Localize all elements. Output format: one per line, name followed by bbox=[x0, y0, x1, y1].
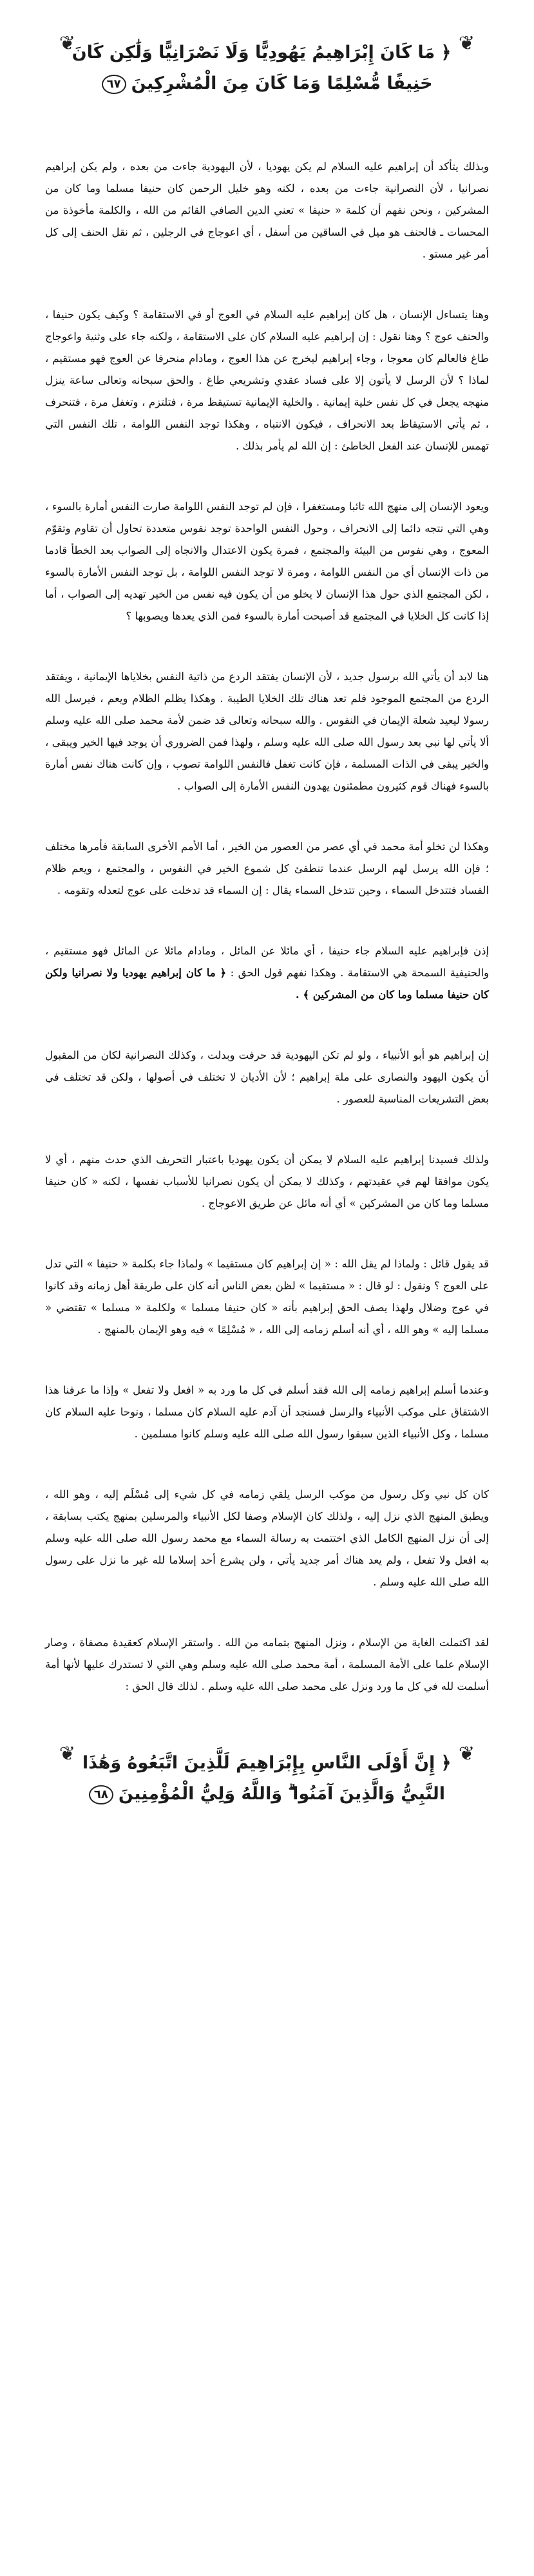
paragraph: قد يقول قائل : ولماذا لم يقل الله : « إن إبراهيم كان مستقيما » ولماذا جاء بكلمة « حنيفا » التي تدل على العوج ؟ ونقول : لو قال : « مستقيما » لظن بعض الناس أنه كان على طريقة أهل زمانه وقد كانوا في عوج وضلال ولهذا يصف الحق إبراهيم بأنه « كان حنيفا مسلما » ولكلمة « مسلما » تقتضي « مسلما إليه » وهو الله ، أي أنه أسلم زمامه إلى الله ، « مُسْلِمًا » فيه وهو الإيمان بالمنهج . bbox=[45, 1258, 489, 1336]
top-verse-line-2 bbox=[83, 68, 452, 99]
paragraph: إن إبراهيم هو أبو الأنبياء ، ولو لم تكن اليهودية قد حرفت وبدلت ، وكذلك النصرانية لكان من المقبول أن يكون اليهود والنصارى على ملة إبراهيم ؛ لأن الأديان لا تختلف في أصولها ، ولكن قد تختلف في بعض التشريعات المناسبة للعصور . bbox=[45, 1049, 489, 1105]
paragraph: هنا لابد أن يأتي الله برسول جديد ، لأن الإنسان يفتقد الردع من ذاتية النفس بخلاياها الإيمانية ، ويفتقد الردع من المجتمع الموجود فلم تعد هناك تلك الخلايا الطيبة . وهكذا يظلم الظلام ويعم ، فيرسل الله رسولا ليعيد شعلة الإيمان في النفوس . والله سبحانه وتعالى قد ضمن لأمة محمد صلى الله عليه وسلم ألا يأتي لها نبي بعد رسول الله صلى الله عليه وسلم ، ولهذا فمن الضروري أن يوجد فيها الخير ويبقى ، والخير يبقى في الذات المسلمة ، فإن كانت تغفل فالنفس اللوامة تصوب ، وإن كانت هناك نفس أمارة بالسوء فهناك قوم كثيرون مطمئنون يهدون النفس الأمارة إلى الصواب . bbox=[45, 670, 489, 792]
paragraph: لقد اكتملت الغاية من الإسلام ، ونزل المنهج بتمامه من الله . واستقر الإسلام كعقيدة مصفاة ، وصار الإسلام علما على الأمة المسلمة ، أمة محمد صلى الله عليه وسلم وهي التي لا تستدرك عليها لأنها أمة أسلمت لله في كل ما ورد ونزل على محمد صلى الله عليه وسلم . لذلك قال الحق : bbox=[45, 1636, 489, 1692]
ornament-right-icon: ❦ bbox=[458, 32, 475, 55]
top-verse-line-1: ﴿ مَا كَانَ إِبْرَاهِيمُ يَهُودِيًّا وَلَا نَصْرَانِيًّا وَلَٰكِن كَانَ bbox=[72, 43, 452, 62]
paragraph: ولذلك فسيدنا إبراهيم عليه السلام لا يمكن أن يكون يهوديا باعتبار التحريف الذي حدث منهم ، أي لا يكون موافقا لهم في عقيدتهم ، وكذلك لا يمكن أن يكون نصرانيا للأسباب نفسها ، لكنه « كان حنيفا مسلما وما كان من المشركين » أي أنه مائل عن طريق الاعوجاج . bbox=[45, 1153, 489, 1209]
paragraph: وعندما أسلم إبراهيم زمامه إلى الله فقد أسلم في كل ما ورد به « افعل ولا تفعل » وإذا ما عرفنا هذا الاشتقاق على موكب الأنبياء والرسل فسنجد أن آدم عليه السلام كان مسلما ، ونوحا عليه السلام كان مسلما ، وكل الأنبياء الذين سبقوا رسول الله صلى الله عليه وسلم كانوا مسلمين . bbox=[45, 1384, 489, 1440]
top-verse-line-2-text: حَنِيفًا مُّسْلِمًا وَمَا كَانَ مِنَ الْمُشْرِكِينَ bbox=[131, 73, 433, 93]
paragraph: كان كل نبي وكل رسول من موكب الرسل يلقي زمامه في كل شيء إلى مُسْلَم إليه ، وهو الله ، ويطبق المنهج الذي نزل إليه ، ولذلك كان الإسلام وصفا لكل الأنبياء والمرسلين بمنهج يكتب بسابقة ، إلى أن نزل المنهج الكامل الذي اختتمت به رسالة السماء مع محمد رسول الله صلى الله عليه وسلم به افعل ولا تفعل ، ولم يعد هناك أمر جديد يأتي ، ولن يشرع أحد إسلاما لله غير ما نزل على رسول الله صلى الله عليه وسلم . bbox=[45, 1488, 489, 1588]
bottom-verse-number: ٦٨ bbox=[89, 1785, 113, 1804]
bottom-verse-banner bbox=[55, 1736, 480, 1821]
paragraph: ويعود الإنسان إلى منهج الله تائبا ومستغفرا ، فإن لم توجد النفس اللوامة صارت النفس أمارة بالسوء ، وهي التي تتجه دائما إلى الانحراف ، وحول النفس الواحدة توجد نفوس متعددة تحاول أن تقاوم وتقوّم المعوج ، وهي نفوس من البيئة والمجتمع ، فمرة يكون الاعتدال والانجاه إلى الصواب بعد الخطأ قادما من ذات الإنسان أي من النفس اللوامة ، ومرة لا توجد النفس اللوامة ، بل توجد النفس الأمارة بالسوء ، لكن المجتمع الذي حول هذا الإنسان لا يخلو من أن يكون فيه نفس من الخير تهديه إلى الصواب ، أما إذا كانت كل الخلايا في المجتمع قد أصبحت أمارة بالسوء فمن الذي يعدها ويصوبها ؟ bbox=[45, 500, 489, 622]
ornament-left-icon: ❦ bbox=[59, 1743, 76, 1765]
top-verse-number: ٦٧ bbox=[102, 75, 126, 94]
ornament-right-icon: ❦ bbox=[458, 1743, 475, 1765]
quoted-verse: ﴿ ما كان إبراهيم يهوديا ولا نصرانيا ولكن كان حنيفا مسلما وما كان من المشركين ﴾ . bbox=[45, 967, 489, 1001]
paragraph-with-quote bbox=[45, 940, 489, 1006]
paragraph: وبذلك يتأكد أن إبراهيم عليه السلام لم يكن يهوديا ، لأن اليهودية جاءت من بعده ، ولم يكن إبراهيم نصرانيا ، لأن النصرانية جاءت من بعده ، لكنه وهو خليل الرحمن كان حنيفا مسلما وما كان من المشركين ، ونحن نفهم أن كلمة « حنيفا » تعني الدين الصافي القائم من الله ، والكلمة مأخوذة من المحسات ـ فالحنف هو ميل في الساقين من أسفل ، أي اعوجاج في الرجلين ، ثم نقل الحنف إلى كل أمر غير مستو . bbox=[45, 160, 489, 260]
commentary-body bbox=[45, 156, 489, 1698]
top-verse-banner bbox=[55, 26, 480, 111]
bottom-verse-line-2-text: النَّبِيُّ وَالَّذِينَ آمَنُوا ۗ وَاللَّهُ وَلِيُّ الْمُؤْمِنِينَ bbox=[118, 1784, 446, 1804]
paragraph: وهكذا لن تخلو أمة محمد في أي عصر من العصور من الخير ، أما الأمم الأخرى السابقة فأمرها مختلف ؛ فإن الله يرسل لهم الرسل عندما تنطفئ كل شموع الخير في النفوس ، والمجتمع ، ويعم ظلام الفساد فتتدخل السماء ، وحين تتدخل السماء يقال : إن السماء قد تدخلت على عوج لتعدله وتقومه . bbox=[45, 840, 489, 896]
paragraph: وهنا يتساءل الإنسان ، هل كان إبراهيم عليه السلام في العوج أو في الاستقامة ؟ وكيف يكون حنيفا ، والحنف عوج ؟ وهنا نقول : إن إبراهيم عليه السلام كان على الاستقامة ، ولكنه جاء على وثنية واعوجاج طاغ فالعالم كان معوجا ، وجاء إبراهيم ليخرج عن هذا العوج ، ومادام منحرفا عن العوج فهو مستقيم ، لماذا ؟ لأن الرسل لا يأتون إلا على فساد عقدي وتشريعي طاغ . والحق سبحانه وتعالى ساعة ينزل منهجه يجعل في كل نفس خلية إيمانية . والخلية الإيمانية تستيقظ مرة ، فتلتزم ، وتغفل مرة ، فتنحرف ، ثم يأتي الاستيقاظ بعد الانحراف ، فيكون الانتباه ، وهكذا توجد النفس اللوامة ، تلك النفس التي تهمس للإنسان عند الفعل الخاطئ : إن الله لم يأمر بذلك . bbox=[45, 308, 489, 452]
paragraph-text: إذن فإبراهيم عليه السلام جاء حنيفا ، أي مائلا عن المائل ، ومادام مائلا عن المائل فهو مستقيم ، والحنيفية السمحة هي الاستقامة . وهكذا نفهم قول الحق : bbox=[45, 945, 489, 979]
bottom-verse-line-1: ﴿ إِنَّ أَوْلَى النَّاسِ بِإِبْرَاهِيمَ لَلَّذِينَ اتَّبَعُوهُ وَهَٰذَا bbox=[82, 1753, 452, 1773]
bottom-verse-line-2 bbox=[83, 1779, 452, 1810]
ornament-left-icon: ❦ bbox=[59, 32, 76, 55]
